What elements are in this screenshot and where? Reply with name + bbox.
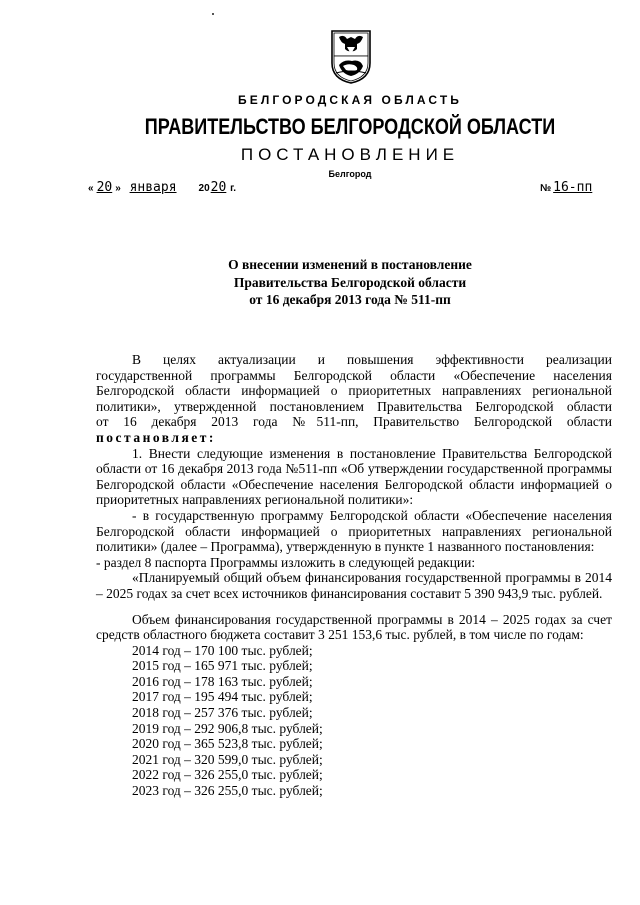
date-year-unit: г. [230,183,237,194]
number-label: № [540,183,552,194]
scan-speck [212,13,214,15]
list-item: 2019 год – 292 906,8 тыс. рублей; [132,720,323,736]
list-item: 2023 год – 326 255,0 тыс. рублей; [132,783,323,799]
government-title: ПРАВИТЕЛЬСТВО БЕЛГОРОДСКОЙ ОБЛАСТИ [144,114,556,139]
list-item: 2020 год – 365 523,8 тыс. рублей; [132,736,323,752]
date-open-quote: « [88,183,94,194]
date-year-prefix: 20 [198,183,210,194]
list-item: 2022 год – 326 255,0 тыс. рублей; [132,767,323,783]
date-day: 20 [96,180,113,195]
date-month: января [129,180,177,195]
list-item: 2017 год – 195 494 тыс. рублей; [132,689,313,705]
document-type: ПОСТАНОВЛЕНИЕ [240,145,460,164]
list-item: 2021 год – 320 599,0 тыс. рублей; [132,751,323,767]
decree-body [96,352,612,799]
section-8-instruction: - раздел 8 паспорта Программы изложить в следующей редакции: [96,554,476,570]
document-number [540,180,594,195]
list-item: 2014 год – 170 100 тыс. рублей; [132,642,313,658]
resolves-word: постановляет: [96,429,216,445]
number-value: 16-пп [553,180,593,195]
document-date [88,180,236,195]
yearly-financing-list [96,643,612,799]
intro-line-4: политики», утвержденной постановлением Правительства Белгородской области [96,398,612,414]
list-item: 2015 год – 165 971 тыс. рублей; [132,658,313,674]
item-1-subitem: - в государственную программу Белгородской области «Обеспечение населения Белгородской области информацией о приоритетных направлениях региональной политики» (далее – Программа), утвержденную в пункте 1 названного постановления: [96,507,612,555]
city-label: Белгород [328,169,372,179]
date-year-suffix: 20 [210,180,227,195]
planned-financing: «Планируемый общий объем финансирования государственной программы в 2014 – 2025 годах за счет всех источников финансирования составит 5 390 943,9 тыс. рублей. [96,570,612,601]
coat-of-arms-icon [330,29,372,85]
decree-subject [0,256,640,309]
intro-line-1: В целях актуализации и повышения эффективности реализации [132,352,612,367]
intro-line-2: государственной программы Белгородской области «Обеспечение населения [96,367,612,383]
subject-line-2: Правительства Белгородской области [233,274,467,290]
subject-line-3: от 16 декабря 2013 года № 511-пп [249,292,451,307]
date-close-quote: » [115,183,121,194]
region-title: БЕЛГОРОДСКАЯ ОБЛАСТЬ [238,93,462,107]
intro-line-5: от 16 декабря 2013 года №511-пп, Правительство Белгородской области [96,414,612,430]
item-1: 1. Внести следующие изменения в постановление Правительства Белгородской области от 16 декабря 2013 года №511-пп «Об утверждении государственной программы Белгородской области «Обеспечение населения Белгородской области информацией о приоритетных направлениях региональной политики»: [96,445,612,508]
intro-line-3: Белгородской области информацией о приоритетных направлениях региональной [96,383,612,399]
regional-financing: Объем финансирования государственной программы в 2014 – 2025 годах за счет средств областного бюджета составит 3 251 153,6 тыс. рублей, в том числе по годам: [96,611,612,643]
subject-line-1: О внесении изменений в постановление [228,257,472,272]
list-item: 2018 год – 257 376 тыс. рублей; [132,705,313,721]
list-item: 2016 год – 178 163 тыс. рублей; [132,673,313,689]
